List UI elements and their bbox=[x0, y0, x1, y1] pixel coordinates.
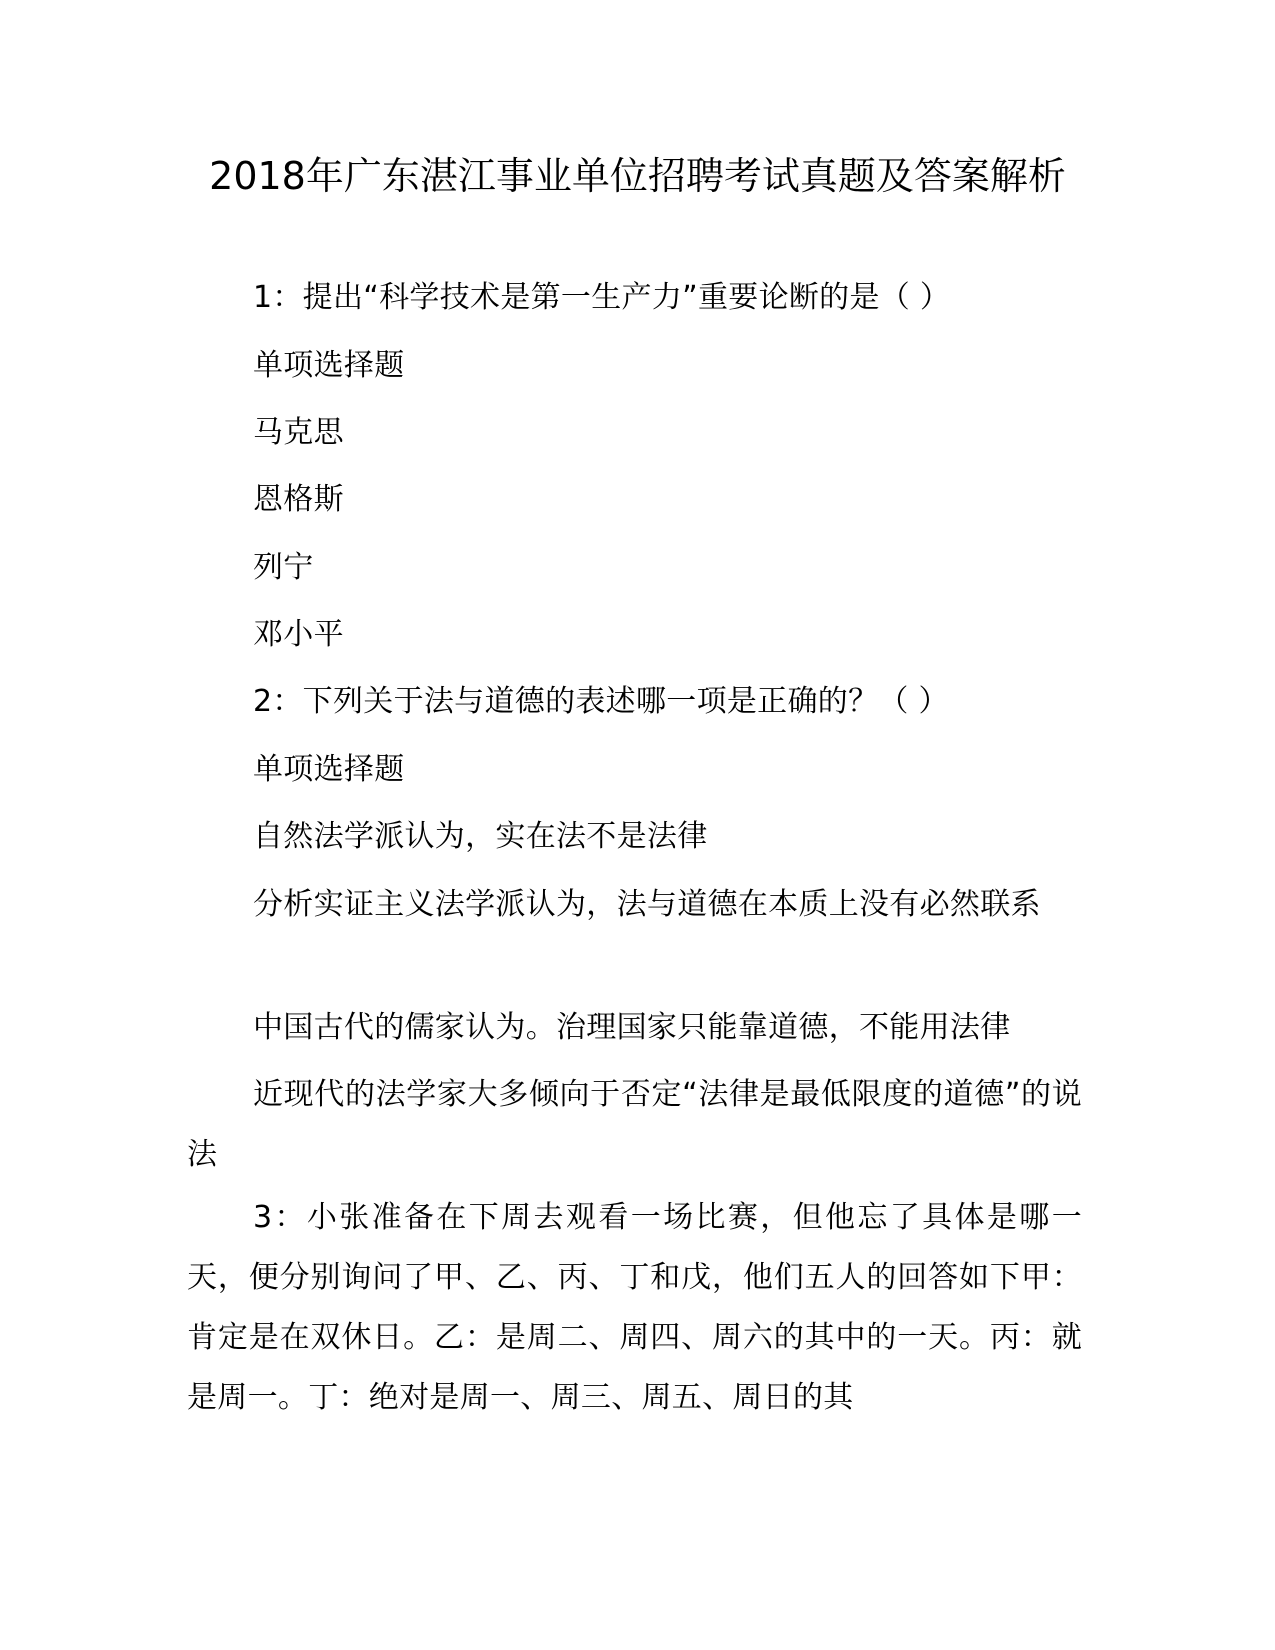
question-2-type: 单项选择题 bbox=[253, 752, 405, 787]
question-1-option-d: 邓小平 bbox=[253, 617, 344, 652]
question-2-option-d: 近现代的法学家大多倾向于否定“法律是最低限度的道德”的说法 bbox=[187, 1077, 1082, 1172]
question-1-option-b: 恩格斯 bbox=[253, 482, 344, 517]
question-2-option-c: 中国古代的儒家认为。治理国家只能靠道德，不能用法律 bbox=[253, 1010, 1011, 1045]
question-2-option-b: 分析实证主义法学派认为，法与道德在本质上没有必然联系 bbox=[253, 887, 1041, 922]
question-1-option-c: 列宁 bbox=[253, 550, 314, 585]
question-2-stem: 2：下列关于法与道德的表述哪一项是正确的？（ ） bbox=[253, 684, 949, 719]
document-title: 2018年广东湛江事业单位招聘考试真题及答案解析 bbox=[209, 154, 1066, 198]
question-2-option-a: 自然法学派认为，实在法不是法律 bbox=[253, 819, 708, 854]
question-1-type: 单项选择题 bbox=[253, 348, 405, 383]
question-1-stem: 1：提出“科学技术是第一生产力”重要论断的是（ ） bbox=[253, 280, 951, 315]
question-1-option-a: 马克思 bbox=[253, 415, 344, 450]
question-3-stem: 3：小张准备在下周去观看一场比赛，但他忘了具体是哪一天，便分别询问了甲、乙、丙、丁和戊，他们五人的回答如下甲：肯定是在双休日。乙：是周二、周四、周六的其中的一天。丙：就是周一。丁：绝对是周一、周三、周五、周日的其 bbox=[187, 1200, 1082, 1415]
